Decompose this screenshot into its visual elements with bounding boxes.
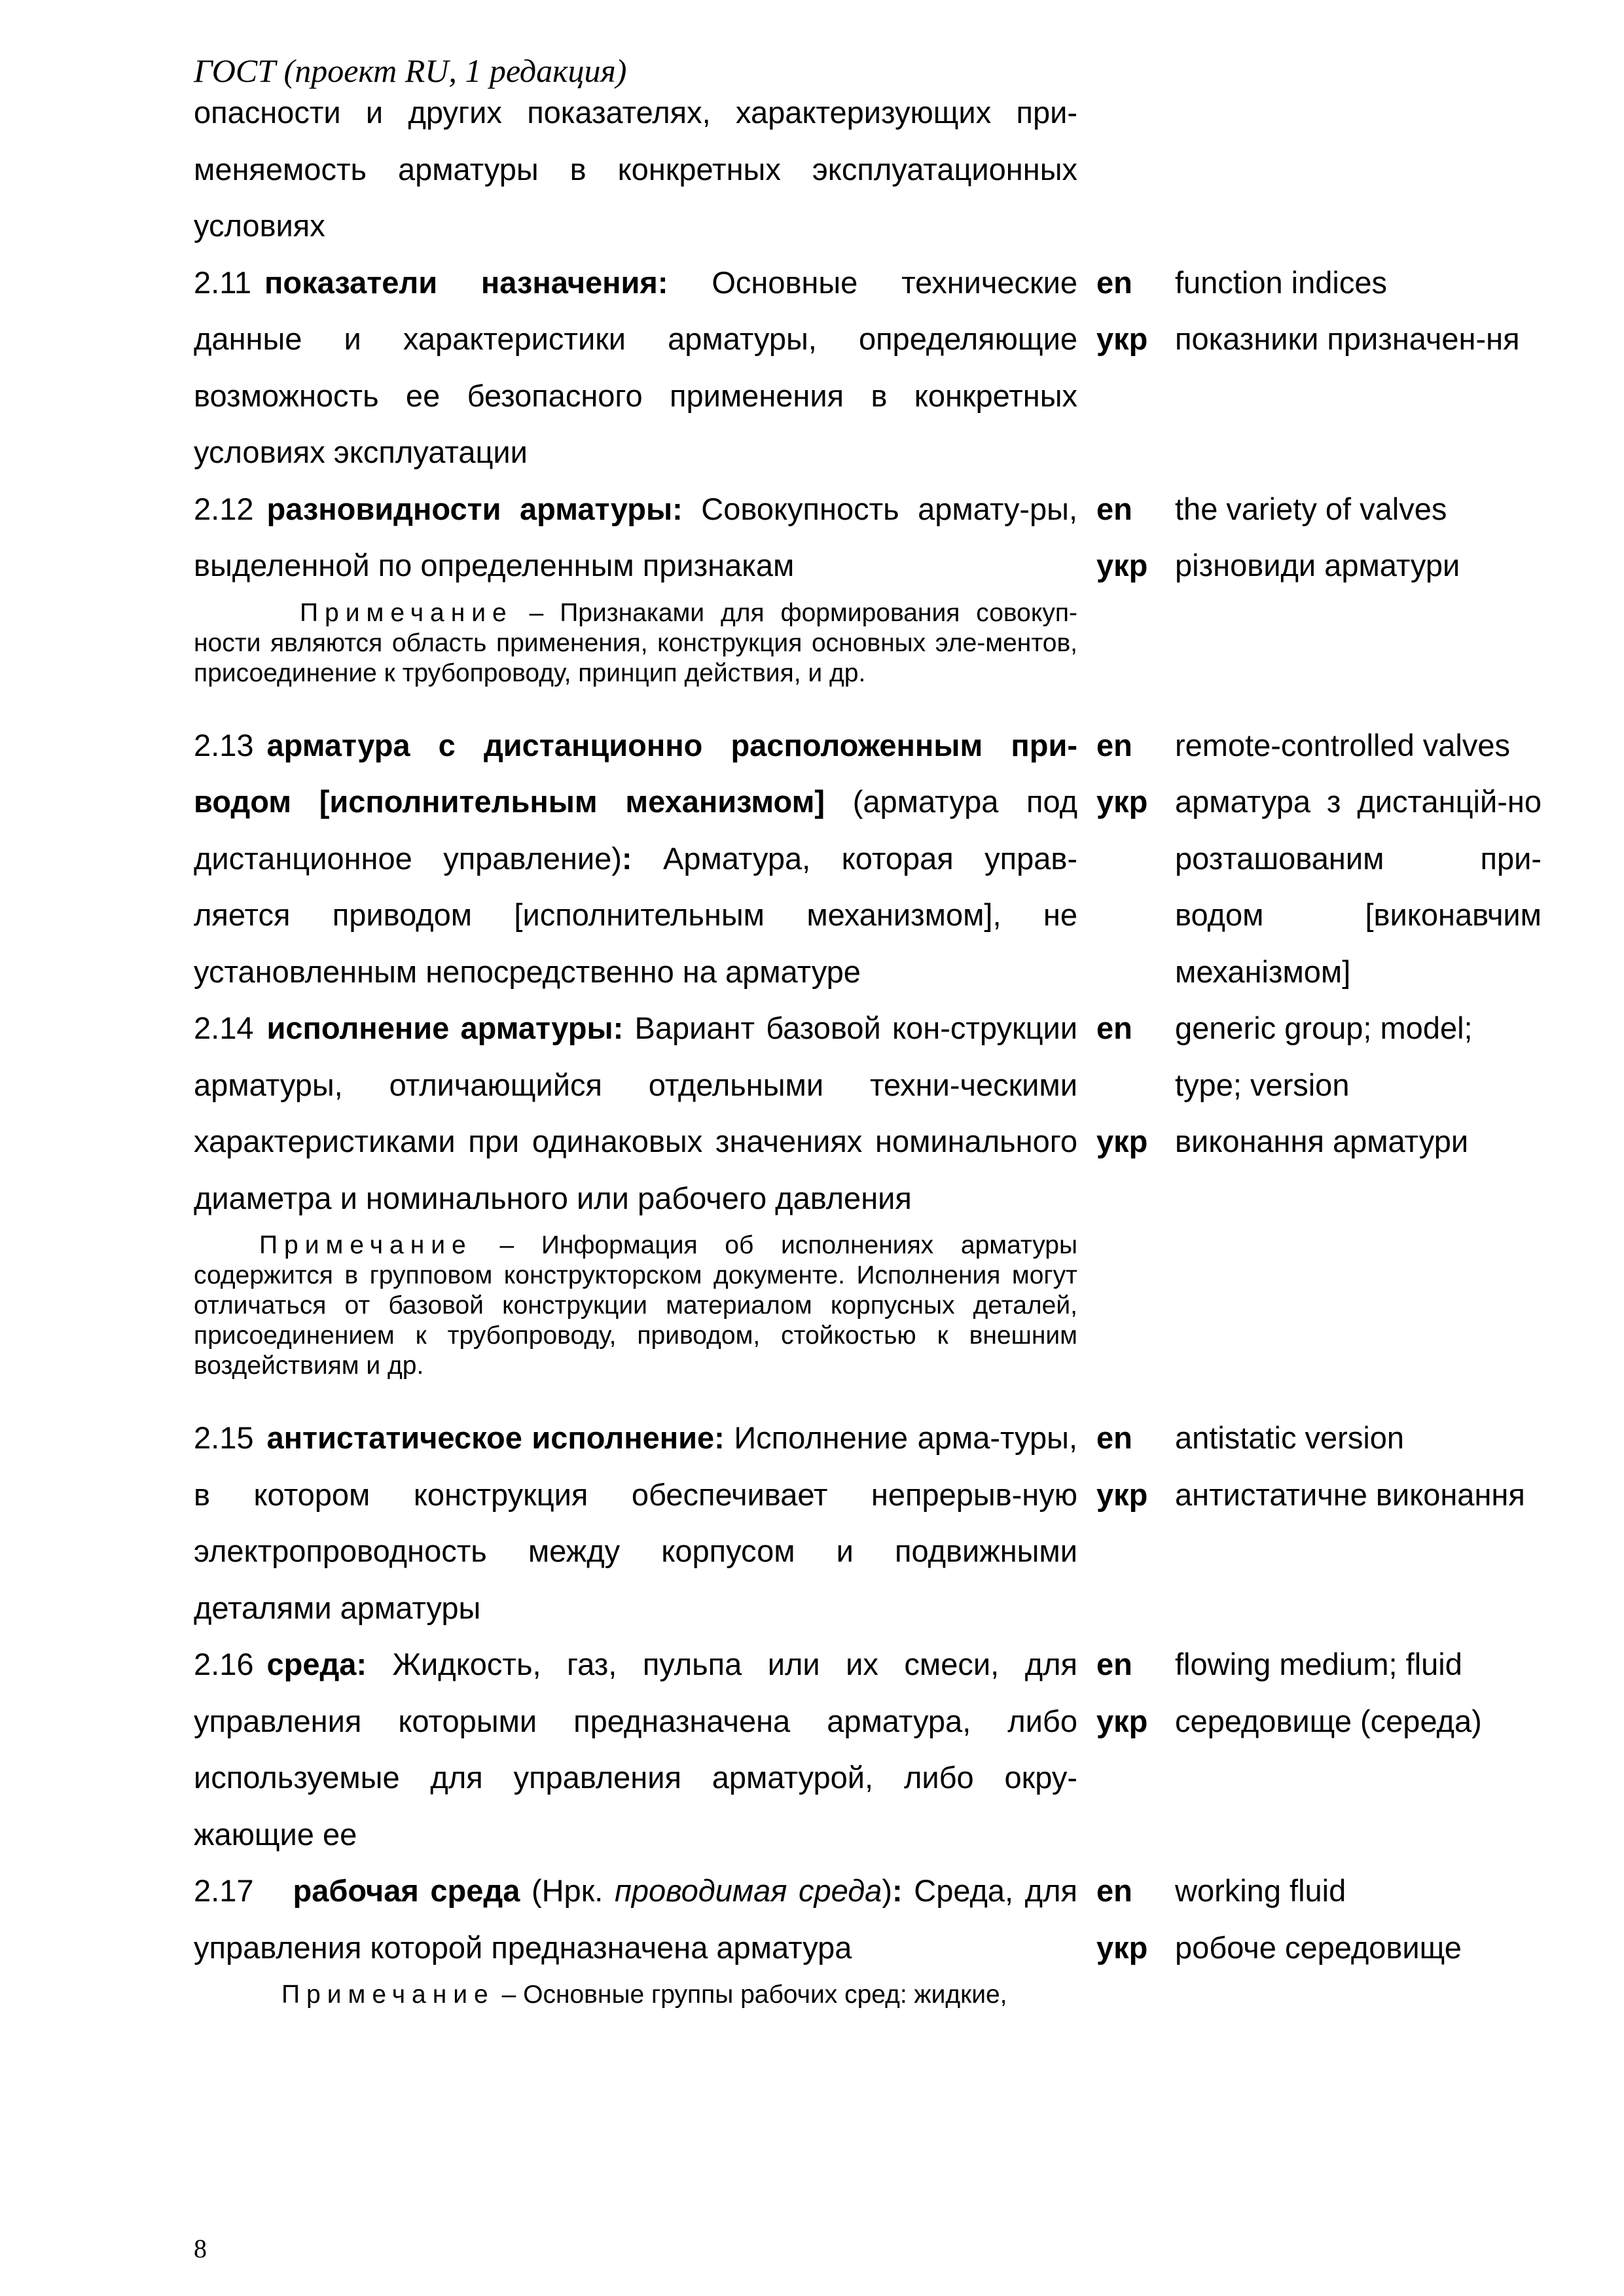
- entry-colon: :: [621, 840, 632, 876]
- entry-term: арматура с дистанционно расположенным при-водом [исполнительным механизмом]: [194, 727, 1077, 819]
- entry-definition: [194, 1410, 1077, 1636]
- note-text: – Признаками для формирования совокуп-ности являются область применения, конструкция основных эле-ментов, присоединение к трубопроводу, принцип действия, и др.: [194, 598, 1077, 687]
- entry-translations: [1096, 717, 1542, 1001]
- entry-translations: [1096, 1863, 1542, 1976]
- lang-ukr-label: укр: [1096, 1477, 1148, 1512]
- entry-definition: [194, 481, 1077, 594]
- entry-deprecated-prefix: (Нрк.: [531, 1873, 604, 1908]
- entry-number: 2.17: [194, 1873, 254, 1908]
- entry-term: среда:: [266, 1647, 367, 1681]
- entry-2-15: [194, 1410, 1542, 1636]
- term-ukr: показники призначен-ня: [1175, 321, 1520, 356]
- entry-deprecated-term: проводимая среда: [614, 1873, 882, 1908]
- entry-term: показатели назначения:: [264, 264, 668, 300]
- term-ukr: середовище (середа): [1175, 1703, 1482, 1738]
- entry-definition: [194, 717, 1077, 1001]
- entry-2-13: [194, 717, 1542, 1001]
- entry-definition-text: Жидкость, газ, пульпа или их смеси, для управления которыми предназначена арматура, либо используемые для управления арматурой, либо окру-жающие ее: [194, 1647, 1077, 1852]
- document-header: ГОСТ (проект RU, 1 редакция): [194, 52, 627, 89]
- entry-2-17: [194, 1863, 1542, 1976]
- entry-number: 2.15: [194, 1420, 254, 1455]
- term-ukr: різновиди арматури: [1175, 548, 1460, 583]
- term-en: generic group; model; type; version: [1175, 1011, 1473, 1102]
- entry-note: [194, 1976, 1077, 2010]
- entry-translations: [1096, 255, 1542, 368]
- lang-en-label: en: [1096, 1011, 1132, 1045]
- term-ukr: арматура з дистанцій-но розташованим при-водом [виконавчим механізмом]: [1175, 784, 1542, 989]
- lang-ukr-label: укр: [1096, 1124, 1148, 1158]
- term-en: working fluid: [1175, 1873, 1346, 1908]
- entry-definition-text: Совокупность армату-ры, выделенной по определенным признакам: [194, 491, 1078, 583]
- lang-ukr-label: укр: [1096, 321, 1148, 356]
- note-text: – Информация об исполнениях арматуры содержится в групповом конструкторском документе. Исполнения могут отличаться от базовой конструкции материалом корпусных деталей, присоединением к трубопроводу, приводом, стойкостью к внешним воздействиям и др.: [194, 1231, 1077, 1380]
- term-en: function indices: [1175, 264, 1387, 300]
- entry-number: 2.11: [194, 264, 251, 300]
- entry-translations: [1096, 1000, 1542, 1170]
- entry-definition: [194, 1636, 1077, 1863]
- intro-line: опасности и других показателях, характеризующих при-: [194, 95, 1077, 130]
- entry-definition-text: Основные технические данные и характеристики арматуры, определяющие возможность ее безопасного применения в конкретных условиях эксплуатации: [194, 264, 1077, 469]
- entry-definition: [194, 255, 1077, 481]
- note-label: Примечание: [259, 1231, 473, 1259]
- term-en: flowing medium; fluid: [1175, 1647, 1462, 1681]
- entry-number: 2.12: [194, 491, 254, 526]
- intro-block: [194, 84, 1542, 255]
- entry-term: антистатическое исполнение:: [266, 1420, 725, 1455]
- page-number: 8: [194, 2234, 207, 2263]
- lang-ukr-label: укр: [1096, 548, 1148, 583]
- entry-translations: [1096, 1636, 1542, 1749]
- entry-definition-text: Среда, для управления которой предназначена арматура: [194, 1873, 1077, 1965]
- term-en: antistatic version: [1175, 1420, 1405, 1455]
- entry-number: 2.14: [194, 1011, 254, 1045]
- entry-number: 2.13: [194, 727, 254, 762]
- entry-2-11: [194, 255, 1542, 481]
- lang-ukr-label: укр: [1096, 784, 1148, 819]
- lang-en-label: en: [1096, 727, 1132, 762]
- entry-definition: [194, 1863, 1077, 1976]
- entry-number: 2.16: [194, 1647, 254, 1681]
- entry-2-14: [194, 1000, 1542, 1227]
- entry-note: [194, 1227, 1077, 1410]
- lang-en-label: en: [1096, 1420, 1132, 1455]
- entry-colon: :: [892, 1873, 903, 1908]
- entry-translations: [1096, 1410, 1542, 1523]
- term-ukr: антистатичне виконання: [1175, 1477, 1525, 1512]
- note-label: Примечание: [300, 598, 513, 627]
- term-ukr: виконання арматури: [1175, 1124, 1469, 1158]
- entry-definition-text: Арматура, которая управ-ляется приводом [исполнительным механизмом], не установленным непосредственно на арматуре: [194, 840, 1077, 989]
- intro-line: меняемость арматуры в конкретных эксплуатационных: [194, 151, 1077, 187]
- entry-deprecated-suffix: ): [882, 1873, 892, 1908]
- intro-text: [194, 84, 1077, 255]
- entry-2-16: [194, 1636, 1542, 1863]
- term-ukr: робоче середовище: [1175, 1929, 1462, 1965]
- document-body: [194, 84, 1542, 2010]
- lang-ukr-label: укр: [1096, 1703, 1148, 1738]
- term-en: remote-controlled valves: [1175, 727, 1510, 762]
- entry-term: исполнение арматуры:: [266, 1011, 624, 1045]
- entry-definition-text: Вариант базовой кон-струкции арматуры, отличающийся отдельными техни-ческими характеристиками при одинаковых значениях номинального диаметра и номинального или рабочего давления: [194, 1011, 1077, 1215]
- term-en: the variety of valves: [1175, 491, 1447, 526]
- entry-translations: [1096, 481, 1542, 594]
- lang-en-label: en: [1096, 1647, 1132, 1681]
- lang-ukr-label: укр: [1096, 1929, 1148, 1965]
- note-label: Примечание: [281, 1981, 495, 2009]
- lang-en-label: en: [1096, 1873, 1132, 1908]
- lang-en-label: en: [1096, 491, 1132, 526]
- entry-definition-text: Исполнение арма-туры, в котором конструкция обеспечивает непрерыв-ную электропроводность между корпусом и подвижными деталями арматуры: [194, 1420, 1077, 1625]
- entry-2-12: [194, 481, 1542, 594]
- entry-term: разновидности арматуры:: [266, 491, 683, 526]
- entry-synonym: (арматура под дистанционное управление): [194, 784, 1077, 876]
- entry-definition: [194, 1000, 1077, 1227]
- entry-term: рабочая среда: [293, 1873, 520, 1908]
- note-text: – Основные группы рабочих сред: жидкие,: [501, 1981, 1007, 2009]
- entry-note: [194, 594, 1077, 717]
- lang-en-label: en: [1096, 264, 1132, 300]
- intro-line: условиях: [194, 208, 325, 243]
